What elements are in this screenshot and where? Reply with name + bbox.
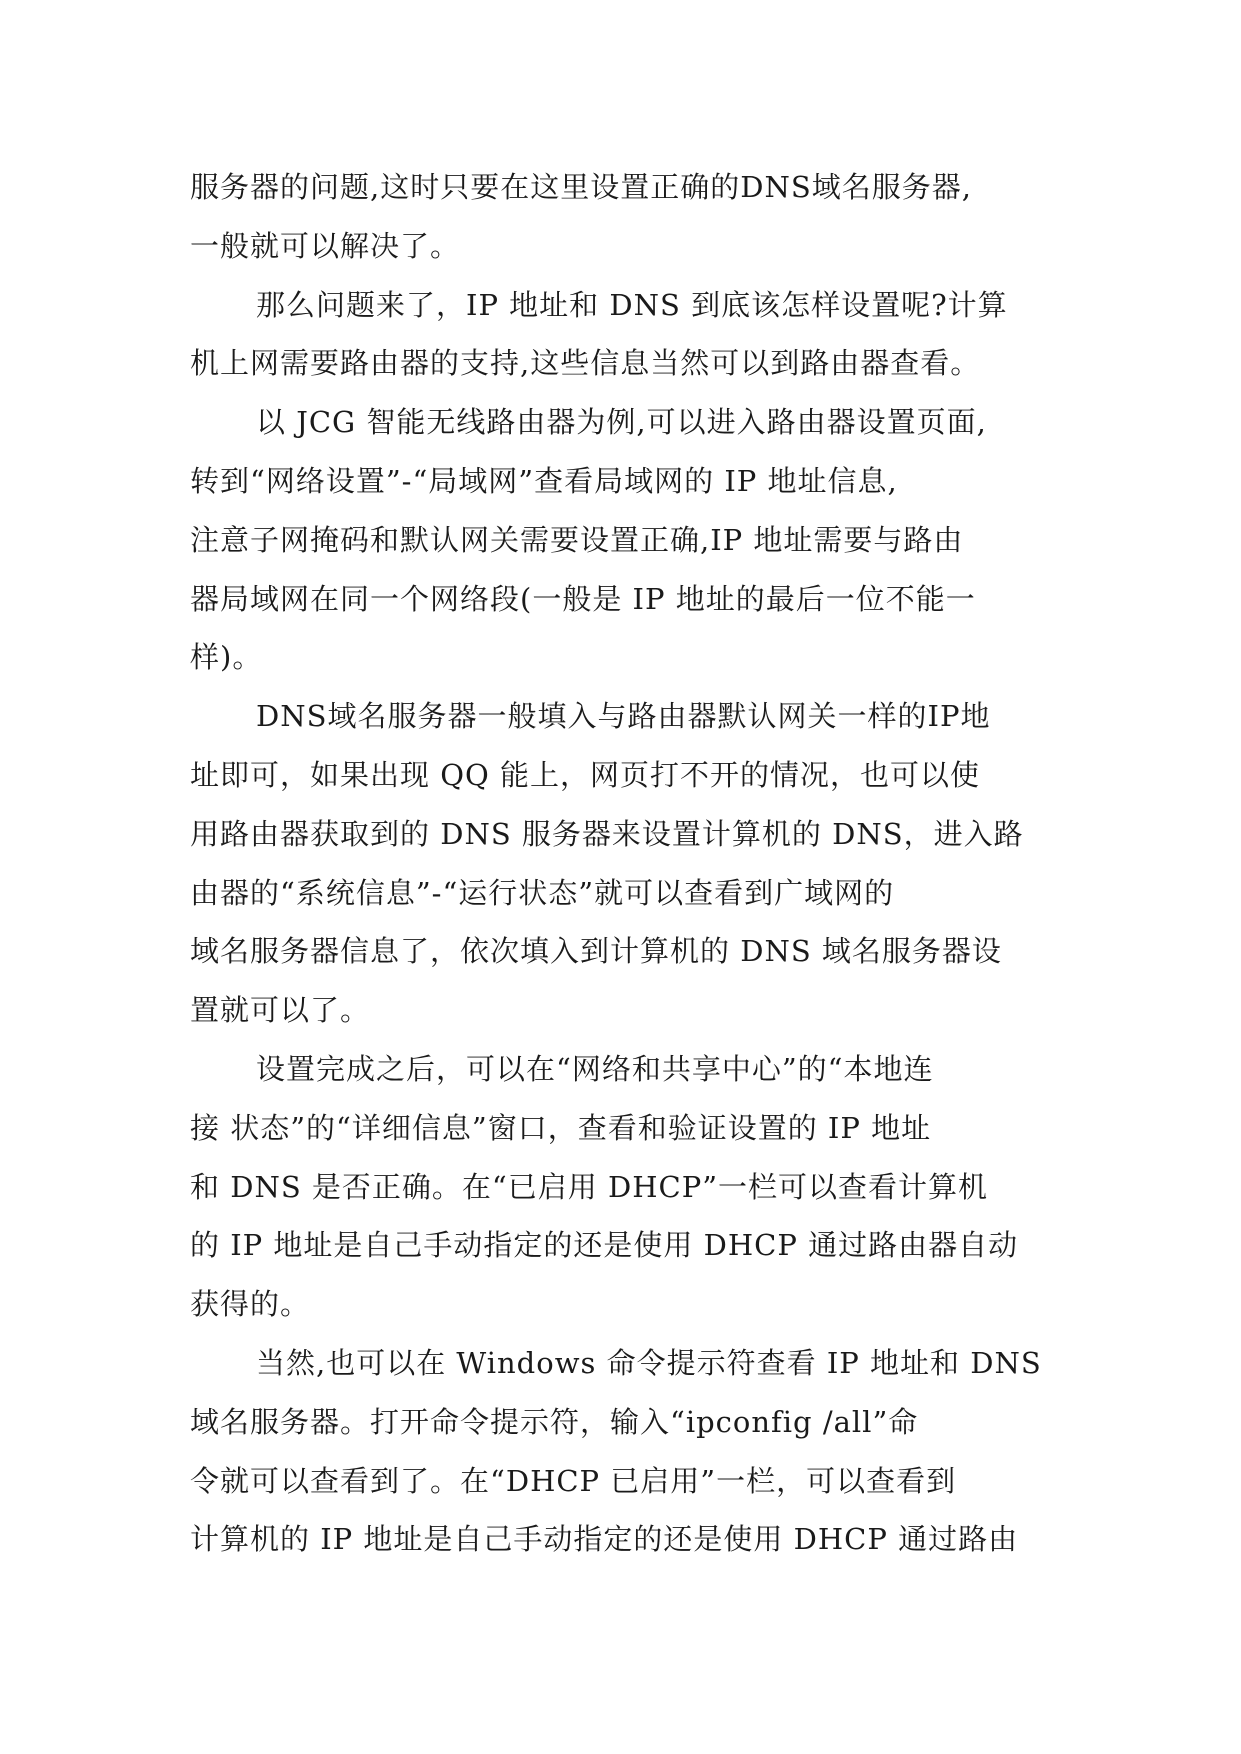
text-line: 置就可以了。 [190, 993, 371, 1028]
text-line: 令就可以查看到了。在“DHCP 已启用”一栏，可以查看到 [190, 1463, 957, 1498]
text-line: 器局域网在同一个网络段(一般是 IP 地址的最后一位不能一 [190, 581, 976, 616]
text-line: 的 IP 地址是自己手动指定的还是使用 DHCP 通过路由器自动 [190, 1228, 1019, 1263]
text-line: 域名服务器。打开命令提示符，输入“ipconfig /all”命 [190, 1404, 919, 1439]
text-line: 获得的。 [190, 1287, 311, 1322]
text-line: 计算机的 IP 地址是自己手动指定的还是使用 DHCP 通过路由 [190, 1522, 1019, 1557]
text-line: 设置完成之后，可以在“网络和共享中心”的“本地连 [256, 1051, 934, 1086]
text-line: 以 JCG 智能无线路由器为例,可以进入路由器设置页面, [256, 405, 987, 440]
text-line: 转到“网络设置”-“局域网”查看局域网的 IP 地址信息, [190, 463, 898, 498]
text-line: 样)。 [190, 640, 263, 675]
text-line: 机上网需要路由器的支持,这些信息当然可以到路由器查看。 [190, 346, 981, 381]
text-line: 用路由器获取到的 DNS 服务器来设置计算机的 DNS，进入路 [190, 816, 1024, 851]
text-line: 一般就可以解决了。 [190, 228, 461, 263]
text-line: 当然,也可以在 Windows 命令提示符查看 IP 地址和 DNS [256, 1345, 1042, 1380]
text-line: 址即可，如果出现 QQ 能上，网页打不开的情况，也可以使 [190, 757, 980, 792]
document-body [190, 158, 1050, 1569]
text-line: 服务器的问题,这时只要在这里设置正确的DNS域名服务器, [190, 170, 972, 204]
text-line: DNS域名服务器一般填入与路由器默认网关一样的IP地 [256, 699, 991, 734]
text-line: 那么问题来了，IP 地址和 DNS 到底该怎样设置呢?计算 [256, 287, 1008, 322]
text-line: 域名服务器信息了，依次填入到计算机的 DNS 域名服务器设 [190, 934, 1002, 969]
text-line: 由器的“系统信息”-“运行状态”就可以查看到广域网的 [190, 875, 895, 910]
text-line: 和 DNS 是否正确。在“已启用 DHCP”一栏可以查看计算机 [190, 1169, 989, 1204]
text-line: 注意子网掩码和默认网关需要设置正确,IP 地址需要与路由 [190, 522, 964, 557]
text-line: 接 状态”的“详细信息”窗口，查看和验证设置的 IP 地址 [190, 1110, 932, 1145]
